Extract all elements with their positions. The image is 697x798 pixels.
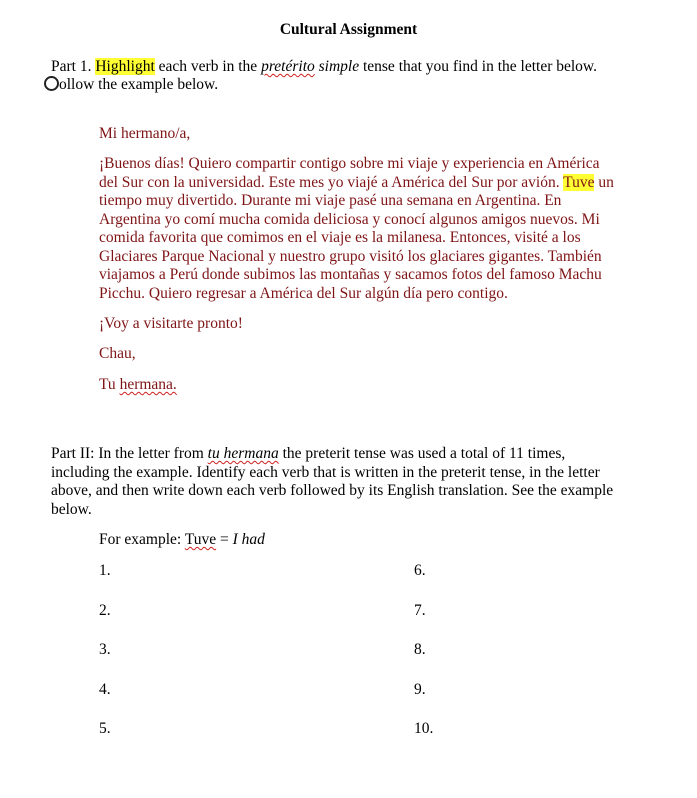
letter-line: Picchu. Quiero regresar a América del Sur algún día pero contigo. (99, 284, 508, 302)
part1-instructions (51, 58, 597, 77)
text: For example: (99, 531, 185, 548)
part2-line (51, 445, 613, 464)
part2-line: above, and then write down each verb followed by its English translation. See the example (51, 482, 614, 499)
answer-list-left (99, 562, 111, 760)
letter-signature (99, 376, 177, 395)
text: un (594, 173, 614, 191)
answer-number: 2. (99, 601, 111, 619)
part2-line: below. (51, 500, 92, 518)
answer-number: 8. (414, 641, 426, 658)
example-verb: Tuve (184, 531, 217, 548)
part1-label: Part 1. (51, 58, 96, 75)
letter-line: Argentina yo comí mucha comida deliciosa y conocí algunos amigos nuevos. Mi (99, 210, 600, 228)
text: the preterit tense was used a total of 11 times, (278, 445, 566, 462)
letter-closing: ¡Voy a visitarte pronto! (99, 315, 243, 332)
answer-list-right (414, 562, 433, 760)
letter-body (99, 155, 614, 303)
letter-greeting: Mi hermano/a, (99, 125, 191, 142)
example-line (99, 531, 265, 550)
letter-line: tiempo muy divertido. Durante mi viaje pasé una semana en Argentina. En (99, 192, 562, 209)
italic-term: pretérito (261, 58, 315, 75)
letter-line (99, 174, 614, 193)
text: each verb in the (154, 58, 262, 75)
text: Part II: In the letter from (51, 445, 208, 462)
text: Tu (99, 376, 120, 393)
text: = (216, 531, 233, 548)
italic-term: tu hermana (207, 445, 279, 462)
text: ollow the example below. (59, 76, 219, 93)
answer-number: 7. (414, 601, 426, 619)
cursor-circle-icon (44, 76, 59, 91)
answer-number: 3. (99, 641, 111, 658)
part2-line: including the example. Identify each verb that is written in the preterit tense, in the letter (51, 463, 600, 481)
text: tense that you find in the letter below. (359, 58, 597, 75)
answer-number: 1. (99, 562, 111, 579)
text: del Sur con la universidad. Este mes yo viajé a América del Sur por avión. (99, 173, 564, 191)
answer-number: 4. (99, 680, 111, 698)
letter-line: ¡Buenos días! Quiero compartir contigo sobre mi viaje y experiencia en América (99, 155, 600, 172)
italic-term: simple (314, 58, 360, 75)
answer-number: 9. (414, 680, 426, 698)
letter-line: Glaciares Parque Nacional y nuestro grupo visitó los glaciares gigantes. También (99, 247, 602, 265)
highlighted-verb: Tuve (563, 173, 595, 191)
example-translation: I had (232, 531, 265, 548)
answer-number: 5. (99, 720, 111, 737)
letter-farewell: Chau, (99, 345, 136, 362)
letter-line: viajamos a Perú donde subimos las montañas y sacamos fotos del famoso Machu (99, 266, 602, 283)
part1-line2 (44, 76, 218, 95)
part2-instructions (51, 445, 613, 519)
answer-number: 6. (414, 562, 426, 579)
highlighted-word: Highlight (95, 58, 155, 75)
answer-number: 10. (414, 720, 434, 737)
text: hermana. (119, 376, 177, 393)
letter-line: comida favorita que comimos en el viaje es la milanesa. Entonces, visité a los (99, 229, 581, 246)
document-title: Cultural Assignment (279, 21, 418, 38)
